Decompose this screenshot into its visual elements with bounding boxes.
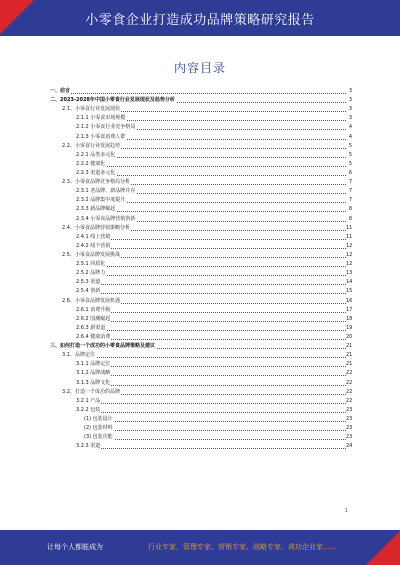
toc-entry-page: 17 (346, 306, 353, 313)
header-bar (0, 0, 400, 36)
toc-leader-dots (76, 412, 346, 413)
toc-leader-dots (62, 357, 346, 358)
toc-entry-page: 11 (346, 224, 353, 231)
toc-entry-page: 24 (346, 443, 353, 450)
toc-leader-dots (76, 339, 346, 340)
toc-entry-page: 21 (346, 352, 353, 359)
toc-entry-page: 21 (346, 343, 353, 350)
toc-entry-page: 4 (348, 124, 352, 131)
toc-entry[interactable] (50, 142, 352, 151)
toc-entry-page: 22 (346, 397, 353, 404)
toc-entry-page: 13 (346, 270, 353, 277)
toc-entry-label: 2.6.1 消费升级 (76, 306, 111, 315)
toc-entry-page: 23 (346, 415, 353, 422)
toc-entry[interactable] (50, 105, 352, 114)
toc-leader-dots (76, 175, 346, 176)
toc-entry-label: (2) 包装材料 (84, 424, 114, 433)
toc-entry-page: 21 (346, 361, 353, 368)
toc-entry-page: 22 (346, 379, 353, 386)
toc-entry-label: 2.4.2 线下营销 (76, 242, 111, 251)
toc-entry[interactable] (50, 251, 352, 260)
toc-entry[interactable] (50, 379, 352, 388)
toc-entry-page: 18 (346, 315, 353, 322)
corner-decoration-bottom-right (366, 531, 400, 565)
toc-entry-label: 2.5、小零食品牌发展挑战 (62, 251, 121, 260)
toc-entry[interactable] (50, 133, 352, 142)
toc-entry-label: 2.6、小零食品牌发展机遇 (62, 297, 121, 306)
toc-entry[interactable] (50, 278, 352, 287)
toc-entry-label: 2.2.1 品类多元化 (76, 151, 116, 160)
toc-entry-label: 2.6.4 健康消费 (76, 333, 111, 342)
toc-entry-page: 12 (346, 251, 353, 258)
toc-entry-label: 三、如何打造一个成功的小零食品牌策略及建议 (50, 342, 156, 351)
toc-entry-label: 2.5.2 品牌力 (76, 269, 106, 278)
toc-entry[interactable] (50, 224, 352, 233)
toc-entry-label: 2.3、小零食品牌竞争格局分析 (62, 178, 131, 187)
toc-entry-label: 3.2.1 产品 (76, 397, 101, 406)
toc-entry[interactable] (50, 196, 352, 205)
toc-entry-label: (1) 包装设计 (84, 415, 114, 424)
toc-entry-page: 15 (346, 288, 353, 295)
toc-leader-dots (76, 448, 346, 449)
toc-entry-label: 2.1.2 小零食行业竞争格局 (76, 123, 136, 132)
toc-entry[interactable] (50, 233, 352, 242)
toc-entry[interactable] (50, 215, 352, 224)
toc-entry-page: 12 (346, 242, 353, 249)
toc-entry-page: 7 (348, 197, 352, 204)
toc-heading: 内容目录 (173, 61, 226, 75)
toc-leader-dots (76, 330, 346, 331)
toc-leader-dots (76, 293, 346, 294)
toc-leader-dots (76, 275, 346, 276)
page-number: 1 (344, 508, 348, 514)
toc-entry-label: 3.2、打造一个成功的品牌 (62, 388, 121, 397)
toc-entry-page: 6 (348, 169, 352, 176)
toc-entry[interactable] (50, 342, 352, 351)
toc-leader-dots (50, 93, 346, 94)
toc-entry-label: (3) 包装功能 (84, 433, 114, 442)
toc-entry[interactable] (50, 442, 352, 451)
toc-entry-label: 2.6.3 新渠道 (76, 324, 106, 333)
toc-entry[interactable] (50, 306, 352, 315)
toc-leader-dots (76, 166, 346, 167)
toc-leader-dots (76, 366, 346, 367)
toc-entry-label: 二、2023-2028年中国小零食行业发展现状及趋势分析 (50, 96, 176, 105)
toc-leader-dots (76, 211, 346, 212)
toc-entry[interactable] (50, 269, 352, 278)
toc-entry-page: 12 (346, 261, 353, 268)
toc-entry-page: 8 (348, 215, 352, 222)
toc-entry[interactable] (50, 424, 352, 433)
toc-entry[interactable] (50, 87, 352, 96)
toc-entry[interactable] (50, 351, 352, 360)
toc-entry-label: 2.3.1 老品牌、新品牌并存 (76, 187, 136, 196)
report-title: 小零食企业打造成功品牌策略研究报告 (85, 13, 315, 28)
toc-entry-label: 2.2.3 渠道多元化 (76, 169, 116, 178)
toc-entry-label: 2.4、小零食品牌营销策略分析 (62, 224, 131, 233)
toc-entry-page: 14 (346, 279, 353, 286)
toc-entry-page: 22 (346, 388, 353, 395)
toc-entry-label: 2.1、小零食行业发展现状 (62, 105, 121, 114)
toc-entry-page: 23 (346, 425, 353, 432)
toc-entry-page: 22 (346, 370, 353, 377)
toc-entry[interactable] (50, 160, 352, 169)
toc-entry-page: 3 (348, 97, 352, 104)
toc-entry-page: 7 (348, 179, 352, 186)
toc-leader-dots (84, 430, 346, 431)
toc-leader-dots (76, 284, 346, 285)
toc-entry-label: 2.3.2 品牌集中度提升 (76, 196, 126, 205)
toc-entry[interactable] (50, 187, 352, 196)
toc-entry-page: 19 (346, 324, 353, 331)
toc-leader-dots (76, 157, 346, 158)
toc-entry-label: 2.2、小零食行业发展趋势 (62, 142, 121, 151)
toc-entry-label: 2.5.3 渠道 (76, 278, 101, 287)
toc-entry[interactable] (50, 114, 352, 123)
toc-entry[interactable] (50, 324, 352, 333)
toc-entry[interactable] (50, 415, 352, 424)
toc-entry-page: 3 (348, 115, 352, 122)
corner-decoration-top-left (0, 0, 34, 34)
toc-entry[interactable] (50, 397, 352, 406)
toc-entry-label: 2.3.3 新品牌崛起 (76, 205, 116, 214)
toc-entry[interactable] (50, 360, 352, 369)
toc-leader-dots (76, 385, 346, 386)
toc-entry-label: 2.5.1 同质化 (76, 260, 106, 269)
toc-entry-label: 2.6.2 国潮崛起 (76, 315, 111, 324)
toc-entry-page: 5 (348, 142, 352, 149)
toc-leader-dots (76, 375, 346, 376)
toc-entry[interactable] (50, 123, 352, 132)
toc-entry-page: 23 (346, 406, 353, 413)
footer-bar (0, 530, 400, 565)
toc-entry-page: 5 (348, 160, 352, 167)
toc-entry-page: 20 (346, 333, 353, 340)
toc-entry[interactable] (50, 406, 352, 415)
toc-entry[interactable] (50, 260, 352, 269)
toc-entry-label: 3.1.3 品牌文化 (76, 379, 111, 388)
toc-entry[interactable] (50, 297, 352, 306)
toc-entry[interactable] (50, 315, 352, 324)
toc-leader-dots (76, 312, 346, 313)
toc-entry-label: 2.3.4 小零食品牌营销创新 (76, 215, 136, 224)
toc-leader-dots (76, 239, 346, 240)
toc-entry-page: 11 (346, 233, 353, 240)
toc-entry-label: 2.5.4 创新 (76, 287, 101, 296)
toc-entry-label: 2.1.1 小零食市场规模 (76, 114, 126, 123)
toc-entry[interactable] (50, 333, 352, 342)
toc-entry-label: 3.1、品牌定位 (62, 351, 96, 360)
footer-slogan: 让每个人都能成为 (47, 543, 103, 551)
toc-entry-page: 3 (348, 88, 352, 94)
toc-entry-page: 4 (348, 133, 352, 140)
toc-entry-page: 16 (346, 297, 353, 304)
toc-entry-label: 一、前言 (50, 87, 71, 96)
toc-leader-dots (76, 321, 346, 322)
toc-entry[interactable] (50, 388, 352, 397)
toc-entry-label: 3.1.2 品牌战略 (76, 369, 111, 378)
toc-entry[interactable] (50, 205, 352, 214)
toc-entry[interactable] (50, 96, 352, 105)
toc-entry-page: 5 (348, 151, 352, 158)
toc-entry-label: 3.2.2 包装 (76, 406, 101, 415)
toc-entry-label: 2.4.1 线上营销 (76, 233, 111, 242)
toc-leader-dots (76, 403, 346, 404)
toc-entry-label: 3.2.3 渠道 (76, 442, 101, 451)
toc-entry-label: 2.2.2 健康化 (76, 160, 106, 169)
toc-entry-page: 3 (348, 106, 352, 113)
toc-entry[interactable] (50, 151, 352, 160)
toc-entry[interactable] (50, 169, 352, 178)
toc-entry-page: 23 (346, 434, 353, 441)
toc-leader-dots (76, 266, 346, 267)
toc-leader-dots (84, 421, 346, 422)
toc-entry[interactable] (50, 433, 352, 442)
footer-roles: 行业专家、管理专家、营销专家、战略专家、成功企业家…… (148, 543, 337, 551)
toc-entry[interactable] (50, 178, 352, 187)
toc-entry[interactable] (50, 369, 352, 378)
toc-entry[interactable] (50, 287, 352, 296)
table-of-contents (50, 87, 352, 451)
toc-entry-label: 3.1.1 品牌定位 (76, 360, 111, 369)
toc-leader-dots (76, 248, 346, 249)
toc-leader-dots (84, 439, 346, 440)
toc-entry[interactable] (50, 242, 352, 251)
toc-entry-page: 8 (348, 206, 352, 213)
toc-entry-label: 2.1.3 小零食消费人群 (76, 133, 126, 142)
toc-entry-page: 7 (348, 188, 352, 195)
